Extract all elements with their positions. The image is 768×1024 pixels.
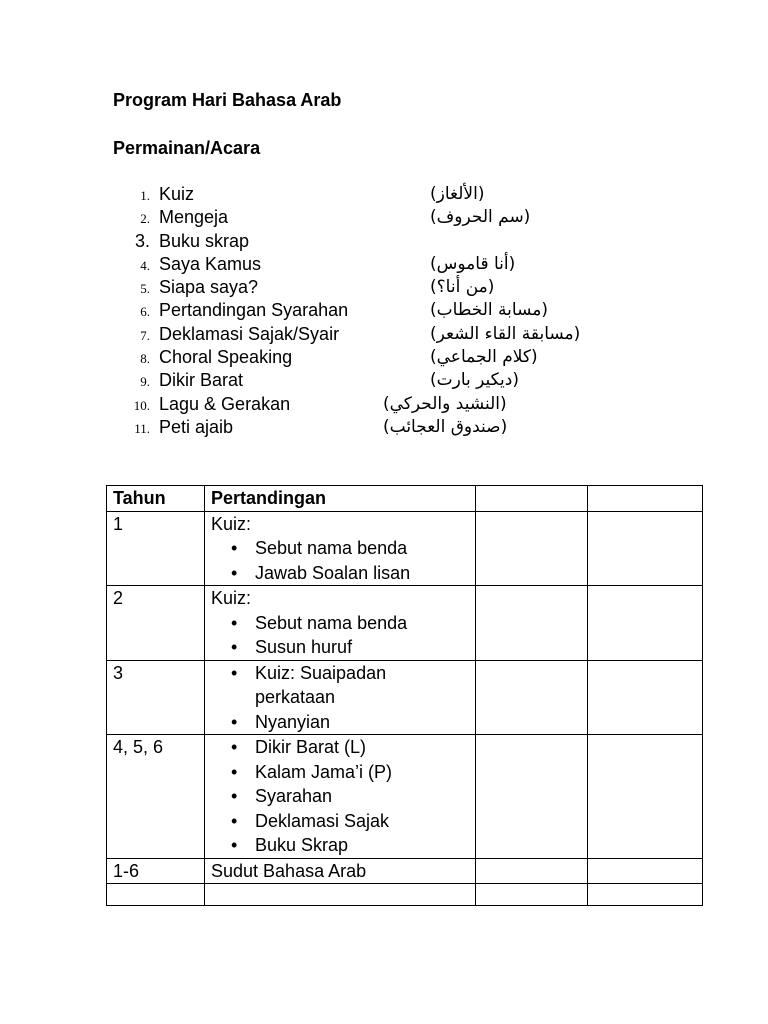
empty-cell xyxy=(476,858,588,884)
empty-cell xyxy=(476,486,588,512)
list-item xyxy=(0,300,768,323)
item-number: 1. xyxy=(140,188,150,203)
empty-cell xyxy=(476,884,588,906)
item-number: 6. xyxy=(140,304,150,320)
activity-arabic: (ديكير بارت) xyxy=(430,370,519,391)
list-item xyxy=(0,254,768,277)
empty-cell xyxy=(588,586,703,661)
bullet-item: • Deklamasi Sajak xyxy=(211,809,469,834)
activity-name: Siapa saya? xyxy=(159,277,259,298)
header-pertandingan: Pertandingan xyxy=(205,486,476,512)
bullet-item: • Kuiz: Suaipadan perkataan xyxy=(211,661,469,710)
activity-name: Peti ajaib xyxy=(159,416,234,437)
bullet-item: • Susun huruf xyxy=(211,635,469,660)
empty-cell xyxy=(588,486,703,512)
document-title: Program Hari Bahasa Arab xyxy=(113,90,342,110)
activity-arabic: (الألغاز) xyxy=(430,184,485,204)
list-item xyxy=(0,277,768,300)
activity-arabic: (مسابة الخطاب) xyxy=(430,300,548,321)
activity-name: Buku skrap xyxy=(159,230,250,251)
bullet-item: • Sebut nama benda xyxy=(211,611,469,636)
table-row xyxy=(107,858,703,884)
pertandingan-cell xyxy=(205,735,476,859)
item-number: 2. xyxy=(140,211,150,227)
activity-arabic: (النشيد والحركي) xyxy=(383,393,507,414)
item-number: 3. xyxy=(134,230,150,251)
list-item xyxy=(0,184,768,207)
list-item xyxy=(0,417,768,440)
tahun-cell: 1 xyxy=(107,511,205,586)
item-number: 11. xyxy=(134,420,150,436)
item-number: 9. xyxy=(140,374,150,390)
pertandingan-cell xyxy=(205,586,476,661)
bullet-list xyxy=(211,735,469,858)
activity-arabic: (كلام الجماعي) xyxy=(430,347,538,368)
list-item xyxy=(0,207,768,230)
activity-name: Dikir Barat xyxy=(159,370,244,391)
table-row xyxy=(107,586,703,661)
bullet-list xyxy=(211,611,469,660)
program-table xyxy=(106,485,703,906)
bullet-item: • Dikir Barat (L) xyxy=(211,735,469,760)
activity-list xyxy=(0,184,768,440)
tahun-cell: 2 xyxy=(107,586,205,661)
list-item xyxy=(0,324,768,347)
table-row xyxy=(107,884,703,906)
tahun-cell: 1-6 xyxy=(107,858,205,884)
activity-name: Kuiz xyxy=(159,184,195,204)
list-item xyxy=(0,394,768,417)
bullet-item: • Buku Skrap xyxy=(211,833,469,858)
activity-arabic: (صندوق العجائب) xyxy=(383,416,508,437)
tahun-cell: 4, 5, 6 xyxy=(107,735,205,859)
bullet-item: • Jawab Soalan lisan xyxy=(211,561,469,586)
bullet-item: • Nyanyian xyxy=(211,710,469,735)
empty-cell xyxy=(107,884,205,906)
table-row xyxy=(107,660,703,735)
empty-cell xyxy=(588,511,703,586)
cell-intro: Kuiz: xyxy=(211,513,252,534)
bullet-item: • Kalam Jama’i (P) xyxy=(211,760,469,785)
activity-name: Lagu & Gerakan xyxy=(159,393,291,414)
activity-name: Saya Kamus xyxy=(159,253,262,274)
pertandingan-cell xyxy=(205,660,476,735)
activity-name: Mengeja xyxy=(159,207,229,228)
pertandingan-cell: Sudut Bahasa Arab xyxy=(205,858,476,884)
list-item xyxy=(0,231,768,254)
activity-name: Choral Speaking xyxy=(159,347,293,368)
activity-arabic: (من أنا؟) xyxy=(430,277,495,298)
bullet-item: • Syarahan xyxy=(211,784,469,809)
tahun-cell: 3 xyxy=(107,660,205,735)
table-header-row xyxy=(107,486,703,512)
table-row xyxy=(107,511,703,586)
list-item xyxy=(0,347,768,370)
list-item xyxy=(0,370,768,393)
item-number: 7. xyxy=(140,327,150,343)
activity-arabic: (مسابقة القاء الشعر) xyxy=(430,323,581,344)
header-tahun: Tahun xyxy=(107,486,205,512)
bullet-list xyxy=(211,661,469,735)
empty-cell xyxy=(588,884,703,906)
bullet-item: • Sebut nama benda xyxy=(211,536,469,561)
item-number: 4. xyxy=(140,257,150,273)
table-row xyxy=(107,735,703,859)
empty-cell xyxy=(205,884,476,906)
activity-name: Pertandingan Syarahan xyxy=(159,300,349,321)
item-number: 5. xyxy=(140,281,150,297)
empty-cell xyxy=(476,511,588,586)
item-number: 8. xyxy=(140,351,150,367)
item-number: 10. xyxy=(133,397,150,413)
empty-cell xyxy=(476,660,588,735)
section-heading: Permainan/Acara xyxy=(113,138,261,158)
bullet-list xyxy=(211,536,469,585)
empty-cell xyxy=(588,660,703,735)
empty-cell xyxy=(476,735,588,859)
activity-name: Deklamasi Sajak/Syair xyxy=(159,323,340,344)
empty-cell xyxy=(476,586,588,661)
empty-cell xyxy=(588,735,703,859)
pertandingan-cell xyxy=(205,511,476,586)
activity-arabic: (أنا قاموس) xyxy=(430,253,516,274)
activity-arabic: (سم الحروف) xyxy=(430,207,531,228)
empty-cell xyxy=(588,858,703,884)
cell-intro: Kuiz: xyxy=(211,588,252,608)
